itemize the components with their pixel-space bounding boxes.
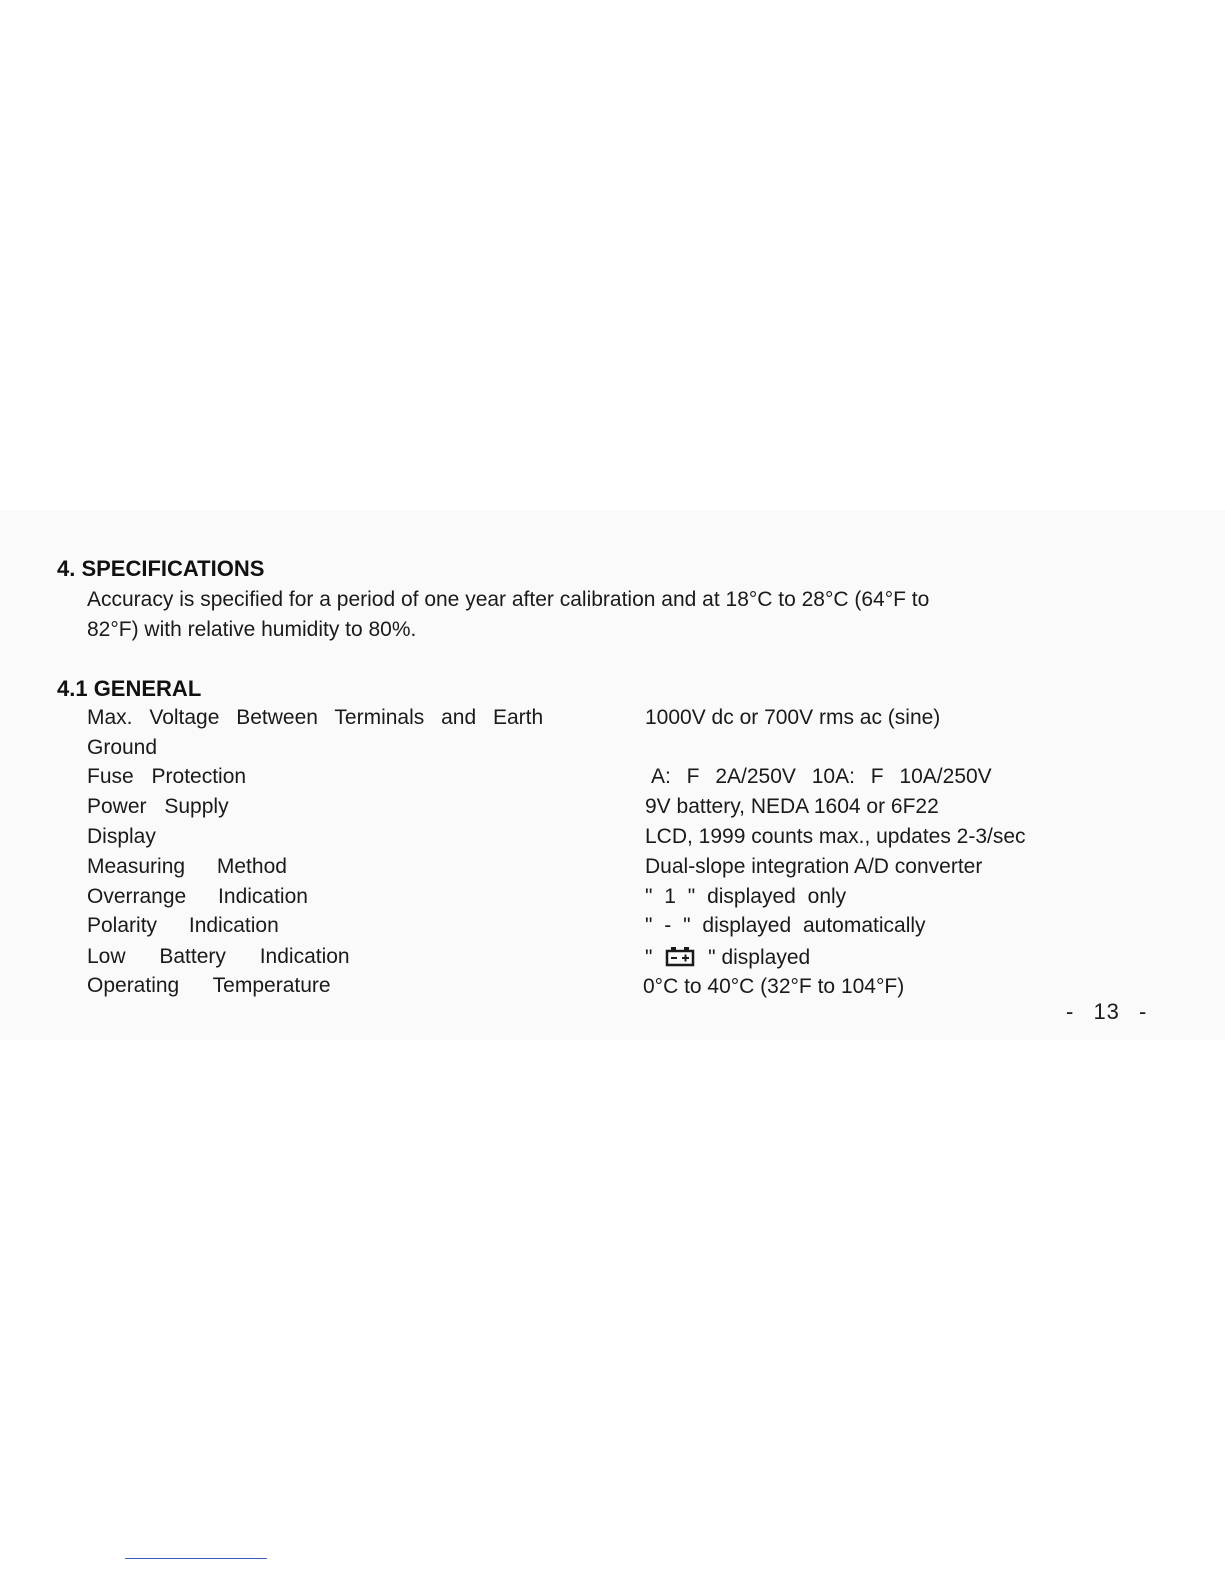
spec-value-power-supply: 9V battery, NEDA 1604 or 6F22	[645, 795, 939, 818]
spec-value-max-voltage: 1000V dc or 700V rms ac (sine)	[645, 706, 941, 729]
spec-label-polarity: Polarity Indication	[87, 914, 279, 937]
spec-label-fuse: Fuse Protection	[87, 765, 247, 788]
section-heading: 4. SPECIFICATIONS	[57, 556, 265, 581]
spec-value-low-battery	[645, 943, 810, 973]
page-number: - 13 -	[1066, 999, 1148, 1024]
spec-value-display: LCD, 1999 counts max., updates 2-3/sec	[645, 825, 1026, 848]
spec-value-polarity: " - " displayed automatically	[645, 914, 926, 937]
spec-value-operating-temp: 0°C to 40°C (32°F to 104°F)	[643, 975, 905, 998]
spec-value-overrange: " 1 " displayed only	[645, 885, 847, 908]
battery-icon	[664, 945, 696, 967]
spec-label-display: Display	[87, 825, 156, 848]
spec-label-power-supply: Power Supply	[87, 795, 229, 818]
intro-line-2: 82°F) with relative humidity to 80%.	[87, 618, 417, 641]
spec-label-ground: Ground	[87, 736, 158, 759]
spec-value-fuse: A: F 2A/250V 10A: F 10A/250V	[651, 765, 992, 788]
footer-rule	[125, 1558, 267, 1559]
low-battery-quote-open: "	[645, 946, 653, 969]
spec-value-measuring-method: Dual-slope integration A/D converter	[645, 855, 983, 878]
spec-label-low-battery: Low Battery Indication	[87, 945, 350, 968]
spec-label-measuring-method: Measuring Method	[87, 855, 287, 878]
low-battery-value-text: " displayed	[708, 946, 811, 969]
subsection-heading: 4.1 GENERAL	[57, 676, 202, 701]
intro-line-1: Accuracy is specified for a period of one year after calibration and at 18°C to 28°C (64°F to	[87, 588, 930, 611]
spec-label-max-voltage: Max. Voltage Between Terminals and Earth	[87, 706, 544, 729]
spec-label-operating-temp: Operating Temperature	[87, 974, 331, 997]
spec-label-overrange: Overrange Indication	[87, 885, 308, 908]
